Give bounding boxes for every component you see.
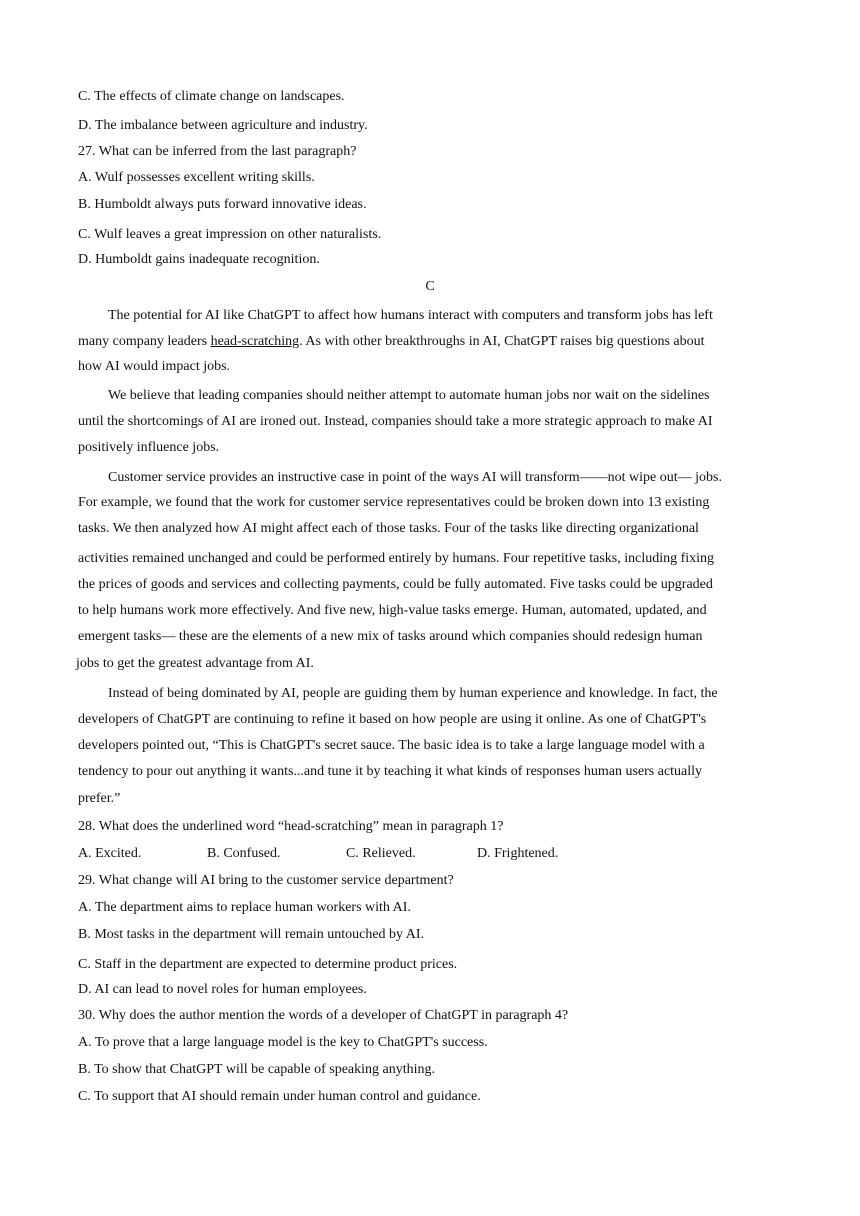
q27-option-c: C. Wulf leaves a great impression on other naturalists.	[78, 227, 382, 242]
passage-p2-line: We believe that leading companies should neither attempt to automate human jobs nor wait on the sidelines	[108, 388, 710, 403]
passage-p3-line: Customer service provides an instructive case in point of the ways AI will transform——not wipe out— jobs.	[108, 470, 722, 485]
q30-stem: 30. Why does the author mention the words of a developer of ChatGPT in paragraph 4?	[78, 1008, 569, 1023]
q27-option-a: A. Wulf possesses excellent writing skills.	[78, 170, 315, 185]
q28-option-b: B. Confused.	[207, 846, 281, 861]
passage-text: many company leaders	[78, 334, 211, 349]
q27-stem: 27. What can be inferred from the last paragraph?	[78, 144, 357, 159]
underlined-word: head-scratching	[210, 334, 300, 349]
passage-p3-line: the prices of goods and services and collecting payments, could be fully automated. Five tasks could be upgraded	[78, 577, 713, 592]
passage-p3-line: For example, we found that the work for customer service representatives could be broken down into 13 existing	[78, 495, 710, 510]
q28-option-c: C. Relieved.	[346, 846, 416, 861]
passage-p3-line: activities remained unchanged and could be performed entirely by humans. Four repetitive tasks, including fixing	[78, 551, 715, 566]
q28-option-d: D. Frightened.	[477, 846, 559, 861]
q27-option-d: D. Humboldt gains inadequate recognition.	[78, 252, 320, 267]
q27-option-b: B. Humboldt always puts forward innovative ideas.	[78, 197, 367, 212]
q29-option-b: B. Most tasks in the department will remain untouched by AI.	[78, 927, 425, 942]
passage-text: . As with other breakthroughs in AI, ChatGPT raises big questions about	[299, 334, 705, 349]
section-letter: C	[425, 279, 435, 294]
q30-option-c: C. To support that AI should remain under human control and guidance.	[78, 1089, 481, 1104]
q28-stem: 28. What does the underlined word “head-scratching” mean in paragraph 1?	[78, 819, 504, 834]
q26-option-d: D. The imbalance between agriculture and industry.	[78, 118, 368, 133]
passage-p2-line: positively influence jobs.	[78, 440, 220, 455]
passage-p1-line	[78, 333, 705, 351]
passage-p3-line: tasks. We then analyzed how AI might affect each of those tasks. Four of the tasks like directing organizational	[78, 521, 699, 536]
passage-p3-line: emergent tasks— these are the elements of a new mix of tasks around which companies should redesign human	[78, 629, 703, 644]
q30-option-b: B. To show that ChatGPT will be capable of speaking anything.	[78, 1062, 436, 1077]
q29-stem: 29. What change will AI bring to the customer service department?	[78, 873, 454, 888]
q29-option-d: D. AI can lead to novel roles for human employees.	[78, 982, 367, 997]
passage-p3-line: jobs to get the greatest advantage from AI.	[76, 656, 314, 671]
q28-option-a: A. Excited.	[78, 846, 142, 861]
q29-option-c: C. Staff in the department are expected to determine product prices.	[78, 957, 458, 972]
passage-p4-line: tendency to pour out anything it wants...and tune it by teaching it what kinds of responses human users actually	[78, 764, 703, 779]
passage-p2-line: until the shortcomings of AI are ironed out. Instead, companies should take a more strategic approach to make AI	[78, 414, 713, 429]
q26-option-c: C. The effects of climate change on landscapes.	[78, 89, 345, 104]
q30-option-a: A. To prove that a large language model is the key to ChatGPT's success.	[78, 1035, 488, 1050]
passage-p3-line: to help humans work more effectively. And five new, high-value tasks emerge. Human, automated, updated, and	[78, 603, 707, 618]
q29-option-a: A. The department aims to replace human workers with AI.	[78, 900, 411, 915]
passage-p1-line: how AI would impact jobs.	[78, 359, 231, 374]
passage-p4-line: developers of ChatGPT are continuing to refine it based on how people are using it online. As one of ChatGPT's	[78, 712, 707, 727]
passage-p4-line: Instead of being dominated by AI, people are guiding them by human experience and knowledge. In fact, the	[108, 686, 718, 701]
passage-p1-line: The potential for AI like ChatGPT to affect how humans interact with computers and transform jobs has left	[108, 308, 713, 323]
passage-p4-line: developers pointed out, “This is ChatGPT's secret sauce. The basic idea is to take a large language model with a	[78, 738, 705, 753]
passage-p4-line: prefer.”	[78, 791, 121, 806]
